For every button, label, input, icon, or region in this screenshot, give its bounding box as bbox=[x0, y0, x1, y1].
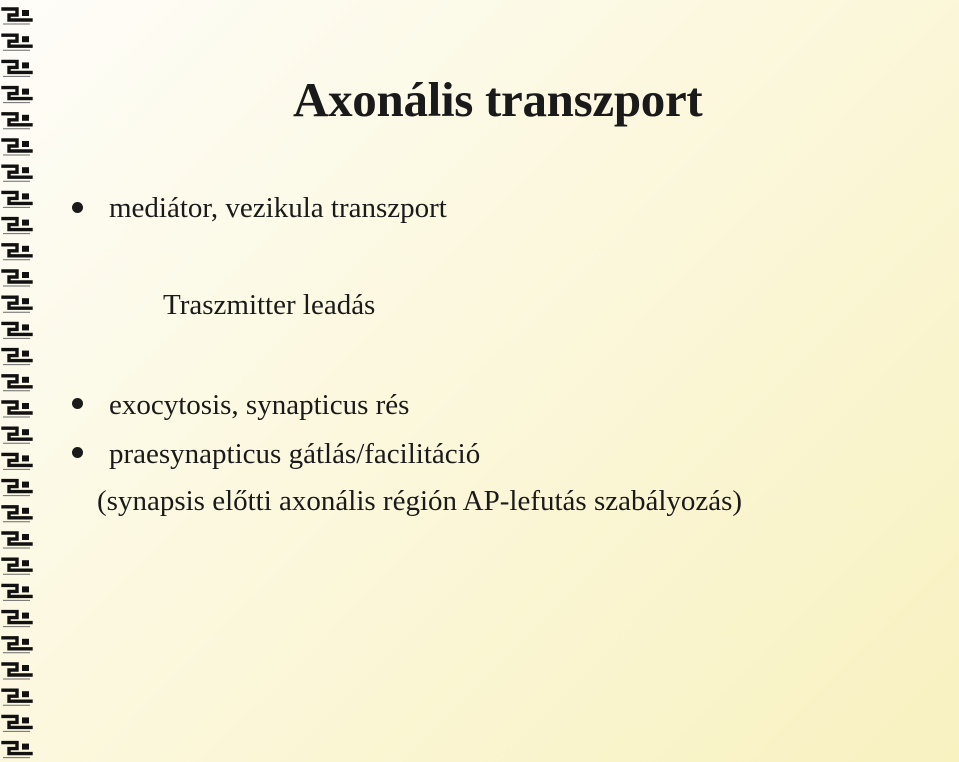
binding-loop bbox=[3, 743, 31, 758]
bullet-text-presynaptic: praesynapticus gátlás/facilitáció bbox=[109, 438, 481, 470]
binding-loop bbox=[3, 481, 31, 496]
binding-loop bbox=[3, 271, 31, 286]
binding-loop bbox=[3, 61, 31, 76]
binding-loop bbox=[3, 114, 31, 129]
binding-loop bbox=[3, 402, 31, 417]
bullet-text-mediator: mediátor, vezikula transzport bbox=[109, 192, 447, 224]
binding-loop bbox=[3, 9, 31, 24]
binding-loop bbox=[3, 140, 31, 155]
binding-loop bbox=[3, 638, 31, 653]
binding-loop bbox=[3, 323, 31, 338]
bullet-icon bbox=[72, 447, 83, 458]
binding-loop bbox=[3, 297, 31, 312]
notebook-binding-icon bbox=[0, 0, 34, 762]
sub-heading-transmitter-release: Traszmitter leadás bbox=[163, 289, 376, 321]
binding-loop bbox=[3, 507, 31, 522]
binding-loop bbox=[3, 245, 31, 260]
binding-loop bbox=[3, 664, 31, 679]
binding-loop bbox=[3, 166, 31, 181]
binding-loop bbox=[3, 533, 31, 548]
binding-loop bbox=[3, 35, 31, 50]
binding-loop bbox=[3, 88, 31, 103]
bullet-text-exocytosis: exocytosis, synapticus rés bbox=[109, 389, 410, 421]
binding-loop bbox=[3, 716, 31, 731]
binding-loop bbox=[3, 192, 31, 207]
binding-loop bbox=[3, 376, 31, 391]
binding-loop bbox=[3, 585, 31, 600]
binding-loop bbox=[3, 612, 31, 627]
binding-loop bbox=[3, 350, 31, 365]
binding-loop bbox=[3, 690, 31, 705]
binding-loop bbox=[3, 559, 31, 574]
note-text-ap-regulation: (synapsis előtti axonális régión AP-lefutás szabályozás) bbox=[97, 485, 743, 517]
slide-title: Axonális transzport bbox=[293, 72, 703, 127]
bullet-icon bbox=[72, 398, 83, 409]
binding-loop bbox=[3, 428, 31, 443]
binding-loop bbox=[3, 454, 31, 469]
bullet-icon bbox=[72, 202, 83, 213]
binding-loop bbox=[3, 219, 31, 234]
